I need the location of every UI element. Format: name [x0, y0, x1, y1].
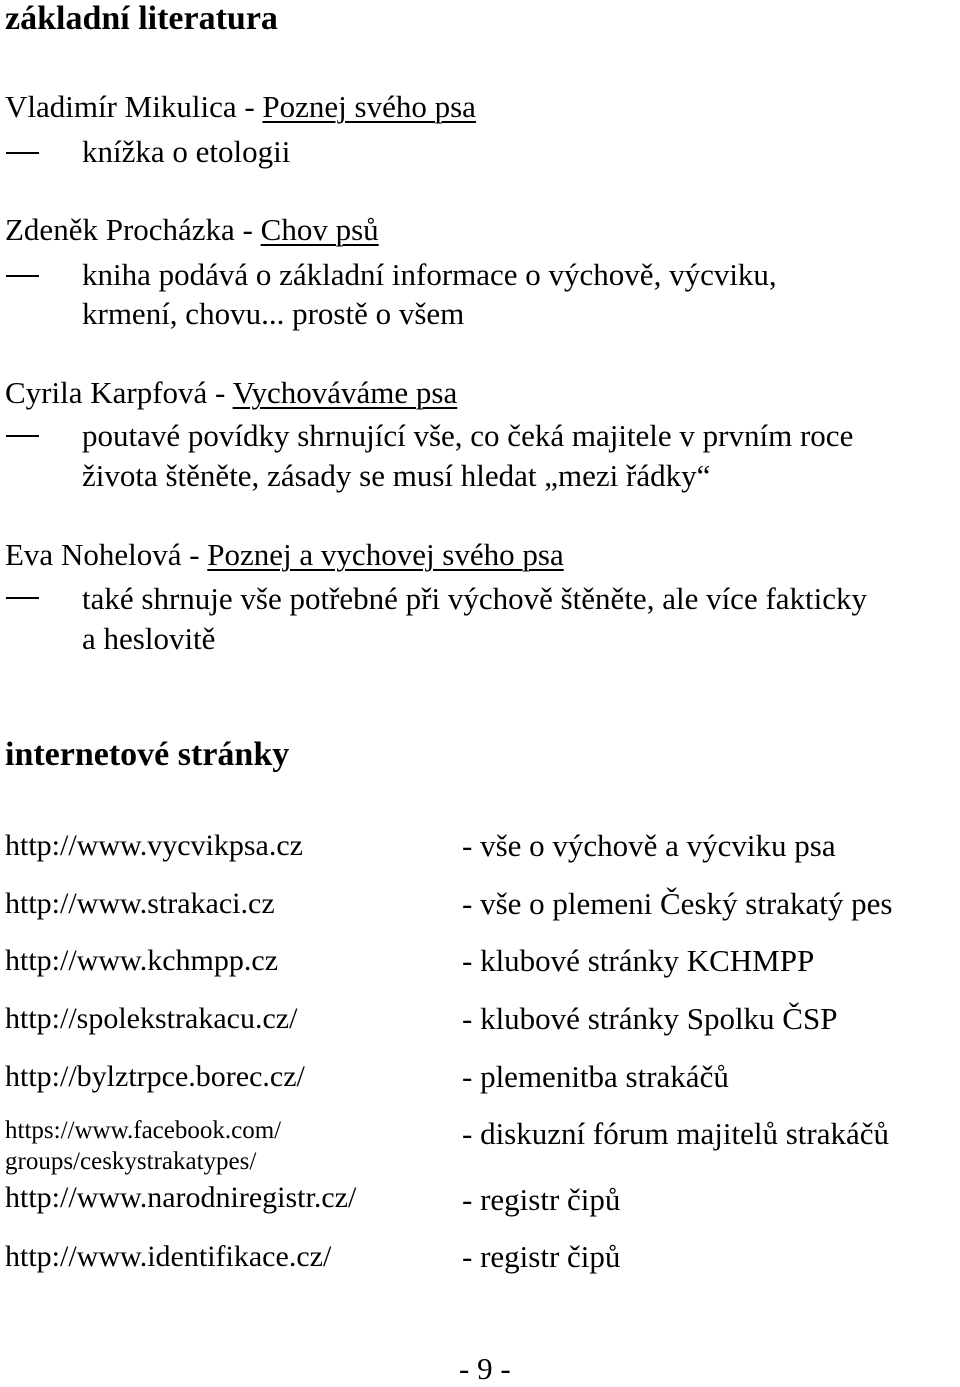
- link-desc-3: - klubové stránky KCHMPP: [462, 943, 815, 978]
- book-1-title: Poznej svého psa: [262, 89, 476, 124]
- link-desc-4: - klubové stránky Spolku ČSP: [462, 1001, 838, 1036]
- link-url-6[interactable]: https://www.facebook.com/: [5, 1117, 282, 1144]
- book-4-author: Eva Nohelová -: [5, 537, 208, 572]
- heading-websites: internetové stránky: [5, 736, 290, 773]
- book-2-title: Chov psů: [260, 212, 379, 247]
- dash-2: [6, 275, 39, 277]
- link-desc-5: - plemenitba strakáčů: [462, 1059, 729, 1094]
- book-1-author: Vladimír Mikulica -: [5, 89, 263, 124]
- book-4-title: Poznej a vychovej svého psa: [207, 537, 564, 572]
- book-3-desc-1: poutavé povídky shrnující vše, co čeká majitele v prvním roce: [82, 418, 854, 453]
- link-url-3[interactable]: http://www.kchmpp.cz: [5, 944, 279, 977]
- dash-3: [6, 435, 39, 437]
- link-url-7[interactable]: http://www.narodniregistr.cz/: [5, 1181, 357, 1214]
- book-3-author: Cyrila Karpfová -: [5, 375, 233, 410]
- link-desc-6: - diskuzní fórum majitelů strakáčů: [462, 1116, 889, 1151]
- heading-literature: základní literatura: [5, 0, 278, 37]
- link-url-6-cont[interactable]: groups/ceskystrakatypes/: [5, 1148, 257, 1175]
- book-1-entry: [5, 89, 476, 125]
- link-url-2[interactable]: http://www.strakaci.cz: [5, 887, 275, 920]
- book-4-entry: [5, 537, 564, 573]
- book-3-desc-2: života štěněte, zásady se musí hledat „mezi řádky“: [82, 458, 711, 493]
- link-url-8[interactable]: http://www.identifikace.cz/: [5, 1240, 332, 1273]
- book-2-desc-1: kniha podává o základní informace o výchově, výcviku,: [82, 257, 777, 292]
- link-desc-8: - registr čipů: [462, 1239, 621, 1274]
- book-2-desc-2: krmení, chovu... prostě o všem: [82, 296, 465, 331]
- link-desc-2: - vše o plemeni Český strakatý pes: [462, 886, 893, 921]
- book-1-desc-1: knížka o etologii: [82, 134, 291, 169]
- book-2-author: Zdeněk Procházka -: [5, 212, 261, 247]
- dash-4: [6, 597, 39, 599]
- book-4-desc-1: také shrnuje vše potřebné při výchově štěněte, ale více fakticky: [82, 581, 868, 616]
- book-3-title: Vychováváme psa: [232, 375, 458, 410]
- book-2-entry: [5, 212, 379, 248]
- dash-1: [6, 152, 39, 154]
- link-url-5[interactable]: http://bylztrpce.borec.cz/: [5, 1060, 305, 1093]
- link-desc-7: - registr čipů: [462, 1182, 621, 1217]
- link-url-4[interactable]: http://spolekstrakacu.cz/: [5, 1002, 298, 1035]
- page-number: - 9 -: [459, 1351, 511, 1386]
- link-desc-1: - vše o výchově a výcviku psa: [462, 828, 836, 863]
- link-url-1[interactable]: http://www.vycvikpsa.cz: [5, 829, 303, 862]
- book-3-entry: [5, 375, 457, 411]
- book-4-desc-2: a heslovitě: [82, 621, 216, 656]
